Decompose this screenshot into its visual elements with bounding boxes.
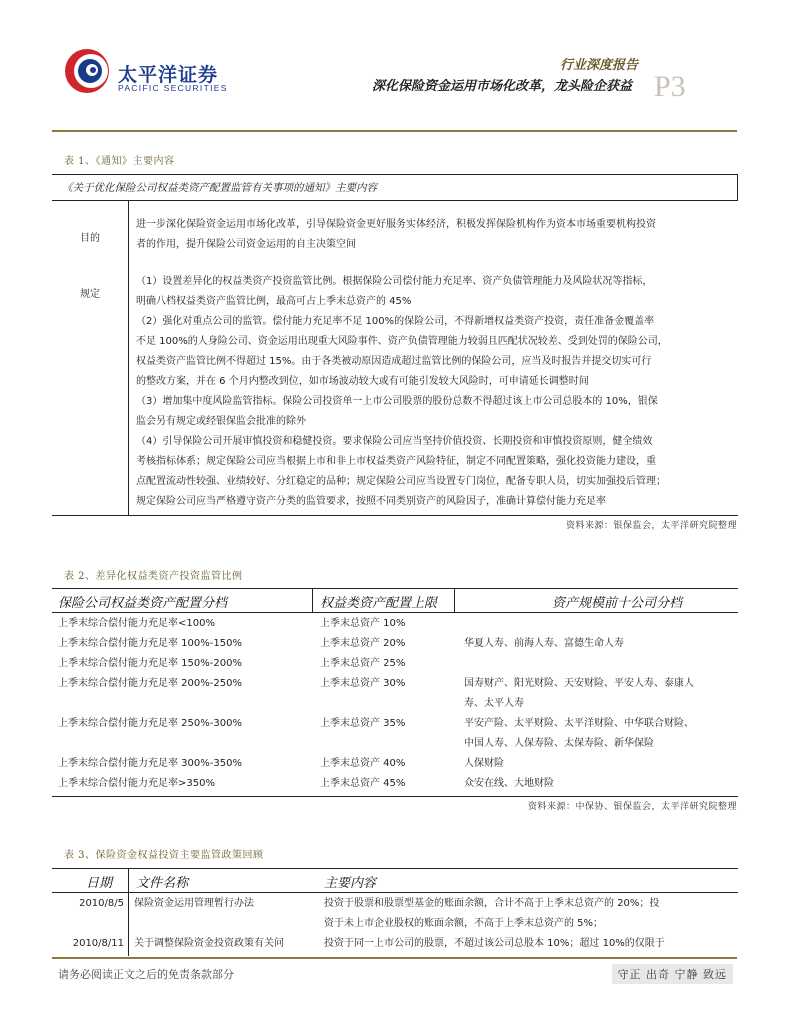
table1-rules-line: 明确八档权益类资产监管比例，最高可占上季末总资产的 45% bbox=[136, 296, 412, 307]
table1-rules-line: 点配置流动性较强、业绩较好、分红稳定的品种；规定保险公司应当设置专门岗位，配备专职人员，切实加强投后管理； bbox=[136, 476, 666, 487]
table2-header-tier: 保险公司权益类资产配置分档 bbox=[58, 596, 228, 611]
tier-cell: 上季末综合偿付能力充足率 250%-300% bbox=[58, 718, 242, 729]
table1-rules-line: 不足 100%的人身险公司、资金运用出现重大风险事件、资产负债管理能力较弱且匹配状况较差、受到处罚的保险公司， bbox=[136, 336, 668, 347]
table-row bbox=[52, 634, 738, 654]
tier-cell: 上季末综合偿付能力充足率 200%-250% bbox=[58, 678, 242, 689]
companies-cell: 寿、太平人寿 bbox=[464, 698, 524, 709]
table1-purpose-line: 进一步深化保险资金运用市场化改革，引导保险资金更好服务实体经济，积极发挥保险机构作为资本市场重要机构投资 bbox=[136, 219, 656, 230]
table2-header-companies: 资产规模前十公司分档 bbox=[552, 596, 683, 611]
companies-cell: 华夏人寿、前海人寿、富德生命人寿 bbox=[464, 638, 624, 649]
table-row bbox=[52, 714, 738, 754]
companies-cell: 人保财险 bbox=[464, 758, 504, 769]
limit-cell: 上季末总资产 40% bbox=[320, 758, 406, 769]
content-cell: 投资于同一上市公司的股票，不超过该公司总股本 10%；超过 10%的仅限于 bbox=[324, 938, 665, 949]
companies-cell: 众安在线、大地财险 bbox=[464, 778, 554, 789]
limit-cell: 上季末总资产 10% bbox=[320, 618, 406, 629]
table3-header-name: 文件名称 bbox=[136, 876, 189, 891]
limit-cell: 上季末总资产 45% bbox=[320, 778, 406, 789]
table2-header-border bbox=[52, 612, 738, 613]
table1-rules-text bbox=[136, 272, 740, 512]
table-row bbox=[52, 674, 738, 714]
table1-bottom-border bbox=[52, 515, 738, 516]
table1-rules-line: 考核指标体系；规定保险公司应当根据上市和非上市权益类资产风险特征，制定不同配置策略，强化投资能力建设，重 bbox=[136, 456, 656, 467]
table1-rules-label: 规定 bbox=[80, 289, 100, 300]
table2-source: 资料来源：中保协、银保监会，太平洋研究院整理 bbox=[527, 802, 737, 812]
table1-title: 《关于优化保险公司权益类资产配置监管有关事项的通知》主要内容 bbox=[62, 182, 377, 194]
table-row bbox=[52, 754, 738, 774]
table2-divider-1 bbox=[312, 588, 313, 613]
page-number: P3 bbox=[654, 70, 686, 103]
report-category: 行业深度报告 bbox=[560, 58, 639, 73]
tier-cell: 上季末综合偿付能力充足率 300%-350% bbox=[58, 758, 242, 769]
table1-rules-line: 规定保险公司应当严格遵守资产分类的监管要求，按照不同类别资产的风险因子，准确计算偿付能力充足率 bbox=[136, 496, 606, 507]
table-row bbox=[52, 934, 738, 954]
logo-name-en: PACIFIC SECURITIES bbox=[118, 83, 228, 93]
companies-cell: 中国人寿、人保寿险、太保寿险、新华保险 bbox=[464, 738, 654, 749]
table1-rules-line: （3）增加集中度风险监管指标。保险公司投资单一上市公司股票的股份总数不得超过该上市公司总股本的 10%，银保 bbox=[136, 396, 658, 407]
companies-cell: 平安产险、太平财险、太平洋财险、中华联合财险、 bbox=[464, 718, 694, 729]
limit-cell: 上季末总资产 25% bbox=[320, 658, 406, 669]
table1-rules-line: 监会另有规定或经银保监会批准的除外 bbox=[136, 416, 306, 427]
content-cell: 资于未上市企业股权的账面余额，不高于上季末总资产的 5%； bbox=[324, 918, 604, 929]
table1-caption: 表 1、《通知》主要内容 bbox=[64, 156, 175, 167]
table2-bottom-border bbox=[52, 796, 738, 797]
table-row bbox=[52, 774, 738, 794]
tier-cell: 上季末综合偿付能力充足率 150%-200% bbox=[58, 658, 242, 669]
header-rule bbox=[52, 130, 737, 132]
limit-cell: 上季末总资产 20% bbox=[320, 638, 406, 649]
logo-name-cn: 太平洋证券 bbox=[118, 64, 219, 86]
table1-rules-line: （1）设置差异化的权益类资产投资监管比例。根据保险公司偿付能力充足率、资产负债管理能力及风险状况等指标， bbox=[136, 276, 653, 287]
table2-divider-2 bbox=[454, 588, 455, 613]
name-cell: 关于调整保险资金投资政策有关问 bbox=[134, 938, 284, 949]
footer-rule bbox=[52, 957, 737, 959]
content-cell: 投资于股票和股票型基金的账面余额，合计不高于上季末总资产的 20%；投 bbox=[324, 898, 660, 909]
table-row bbox=[52, 614, 738, 634]
tier-cell: 上季末综合偿付能力充足率 100%-150% bbox=[58, 638, 242, 649]
limit-cell: 上季末总资产 30% bbox=[320, 678, 406, 689]
table2-caption: 表 2、差异化权益类资产投资监管比例 bbox=[64, 571, 243, 582]
table2-body bbox=[52, 614, 738, 794]
table1-source: 资料来源：银保监会，太平洋研究院整理 bbox=[565, 521, 737, 531]
table1-rules-line: （2）强化对重点公司的监管。偿付能力充足率不足 100%的保险公司，不得新增权益类资产投资，责任准备金覆盖率 bbox=[136, 316, 655, 327]
date-cell: 2010/8/5 bbox=[79, 898, 124, 909]
table1-rules-line: 权益类资产监管比例不得超过 15%。由于各类被动原因造成超过监管比例的保险公司，应当及时报告并提交切实可行 bbox=[136, 356, 652, 367]
limit-cell: 上季末总资产 35% bbox=[320, 718, 406, 729]
table1-rules-line: （4）引导保险公司开展审慎投资和稳健投资。要求保险公司应当坚持价值投资、长期投资和审慎投资原则，健全绩效 bbox=[136, 436, 653, 447]
footer-disclaimer: 请务必阅读正文之后的免责条款部分 bbox=[58, 968, 234, 981]
table-row bbox=[52, 654, 738, 674]
logo bbox=[62, 46, 112, 96]
table1-purpose-label: 目的 bbox=[80, 233, 100, 244]
tier-cell: 上季末综合偿付能力充足率>350% bbox=[58, 778, 215, 789]
table1-right-border bbox=[737, 174, 738, 201]
table3-header-date: 日期 bbox=[86, 876, 113, 891]
report-title: 深化保险资金运用市场化改革，龙头险企获益 bbox=[372, 79, 633, 94]
table2-header-limit: 权益类资产配置上限 bbox=[320, 596, 438, 611]
table1-rules-line: 的整改方案，并在 6 个月内整改到位，如市场波动较大或有可能引发较大风险时，可申请延长调整时间 bbox=[136, 376, 589, 387]
companies-cell: 国寿财产、阳光财险、天安财险、平安人寿、泰康人 bbox=[464, 678, 694, 689]
table1-col-divider bbox=[128, 201, 129, 516]
table1-top-border bbox=[52, 174, 738, 175]
table-row bbox=[52, 894, 738, 934]
table1-title-border bbox=[52, 200, 738, 201]
table3-header-border bbox=[52, 892, 738, 893]
logo-mark-icon bbox=[62, 46, 112, 96]
table3-caption: 表 3、保险资金权益投资主要监管政策回顾 bbox=[64, 850, 264, 861]
table1-purpose-line: 者的作用，提升保险公司资金运用的自主决策空间 bbox=[136, 239, 356, 250]
tier-cell: 上季末综合偿付能力充足率<100% bbox=[58, 618, 215, 629]
table3-top-border bbox=[52, 868, 738, 869]
name-cell: 保险资金运用管理暂行办法 bbox=[134, 898, 254, 909]
table2-top-border bbox=[52, 588, 738, 589]
table3-header-content: 主要内容 bbox=[324, 876, 377, 891]
table1-purpose-text bbox=[136, 215, 736, 255]
date-cell: 2010/8/11 bbox=[72, 938, 124, 949]
footer-motto: 守正 出奇 宁静 致远 bbox=[612, 964, 734, 984]
